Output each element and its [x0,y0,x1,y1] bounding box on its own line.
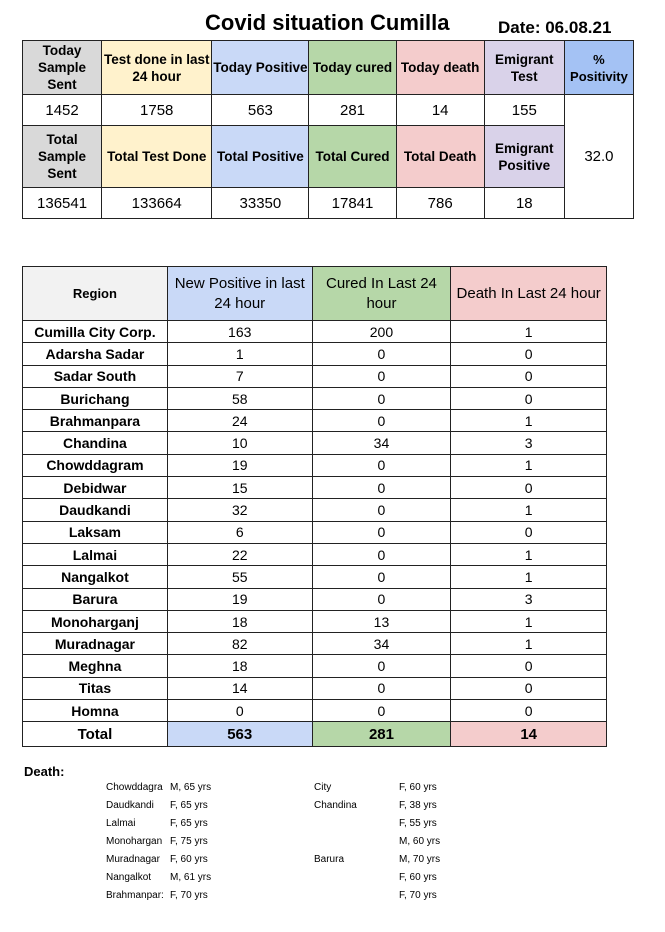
death-cell: 3 [451,588,607,610]
cured-cell: 0 [312,499,451,521]
test-done-24h-value: 1758 [102,95,212,126]
cured-cell: 0 [312,677,451,699]
new-positive-cell: 19 [167,454,312,476]
region-name: Monoharganj [23,610,168,632]
region-name: Meghna [23,655,168,677]
death-cell: 1 [451,566,607,588]
region-name: Laksam [23,521,168,543]
death-cell: 0 [451,343,607,365]
death-cell: 0 [451,387,607,409]
region-table [22,266,607,747]
cured-cell: 0 [312,566,451,588]
death-entry-place: Chandina [314,800,357,811]
death-entry-place: Brahmanpar: [106,890,164,901]
death-entry-info: F, 60 yrs [399,872,437,883]
emigrant-test-header: Emigrant Test [484,41,564,95]
death-entry-place: Lalmai [106,818,136,829]
death-cell: 1 [451,454,607,476]
total-positive-value: 33350 [212,188,309,219]
new-positive-cell: 18 [167,610,312,632]
new-positive-cell: 1 [167,343,312,365]
cured-cell: 0 [312,387,451,409]
new-positive-cell: 0 [167,700,312,722]
cured-cell: 0 [312,410,451,432]
death-entry-info: M, 65 yrs [170,782,212,793]
total-test-done-header: Total Test Done [102,126,212,188]
death-entry-info: F, 65 yrs [170,818,208,829]
total-sample-sent-value: 136541 [23,188,102,219]
cured-cell: 0 [312,343,451,365]
new-positive-cell: 22 [167,543,312,565]
today-death-header: Today death [396,41,484,95]
cured-cell: 0 [312,365,451,387]
page-title: Covid situation Cumilla [205,10,450,35]
death-cell: 0 [451,677,607,699]
emigrant-positive-value: 18 [484,188,564,219]
total-death: 14 [451,722,607,747]
death-cell: 0 [451,365,607,387]
table-row [23,588,607,610]
table-row [23,410,607,432]
death-entry-place: Muradnagar [106,854,160,865]
table-row [23,655,607,677]
today-positive-value: 563 [212,95,309,126]
death-cell: 1 [451,410,607,432]
table-row [23,543,607,565]
total-death-value: 786 [396,188,484,219]
cured-cell: 200 [312,321,451,343]
death-entry-info: F, 65 yrs [170,800,208,811]
new-positive-header: New Positive in last 24 hour [167,267,312,321]
region-name: Chandina [23,432,168,454]
emigrant-positive-header: Emigrant Positive [484,126,564,188]
today-sample-sent-header: Today Sample Sent [23,41,102,95]
total-row [23,722,607,747]
new-positive-cell: 19 [167,588,312,610]
total-cured: 281 [312,722,451,747]
region-header: Region [23,267,168,321]
table-row [23,477,607,499]
death-cell: 3 [451,432,607,454]
region-name: Barura [23,588,168,610]
cured-cell: 34 [312,633,451,655]
death-entry-info: F, 38 yrs [399,800,437,811]
death-cell: 1 [451,543,607,565]
emigrant-test-value: 155 [484,95,564,126]
report-date: Date: 06.08.21 [498,18,612,37]
new-positive-cell: 24 [167,410,312,432]
death-cell: 0 [451,521,607,543]
table-row [23,677,607,699]
cured-cell: 0 [312,521,451,543]
table-row [23,610,607,632]
table-row [23,700,607,722]
cured-cell: 34 [312,432,451,454]
death-entry-info: M, 70 yrs [399,854,441,865]
table-row [23,499,607,521]
death-entry-place: Daudkandi [106,800,154,811]
table-row [23,343,607,365]
death-cell: 0 [451,700,607,722]
death-entry-info: F, 70 yrs [170,890,208,901]
death-entry-info: M, 61 yrs [170,872,212,883]
region-name: Sadar South [23,365,168,387]
cured-cell: 0 [312,655,451,677]
region-name: Nangalkot [23,566,168,588]
death-entry-info: M, 60 yrs [399,836,441,847]
death-entry-place: Nangalkot [106,872,152,883]
total-test-done-value: 133664 [102,188,212,219]
cured-cell: 0 [312,588,451,610]
cured-cell: 0 [312,700,451,722]
death-list-title: Death: [24,764,65,779]
today-cured-header: Today cured [309,41,396,95]
region-name: Chowddagram [23,454,168,476]
region-name: Muradnagar [23,633,168,655]
region-name: Cumilla City Corp. [23,321,168,343]
region-name: Adarsha Sadar [23,343,168,365]
cured-header: Cured In Last 24 hour [312,267,451,321]
region-name: Lalmai [23,543,168,565]
region-name: Titas [23,677,168,699]
table-row [23,365,607,387]
total-positive-header: Total Positive [212,126,309,188]
death-entry-place: Barura [314,854,345,865]
summary-table [22,40,634,219]
death-entry-place: Chowddagra [106,782,163,793]
table-row [23,633,607,655]
cured-cell: 0 [312,543,451,565]
region-name: Brahmanpara [23,410,168,432]
total-death-header: Total Death [396,126,484,188]
death-cell: 1 [451,321,607,343]
total-label: Total [23,722,168,747]
new-positive-cell: 82 [167,633,312,655]
death-cell: 1 [451,610,607,632]
today-positive-header: Today Positive [212,41,309,95]
new-positive-cell: 7 [167,365,312,387]
death-cell: 0 [451,655,607,677]
today-sample-sent-value: 1452 [23,95,102,126]
total-positive: 563 [167,722,312,747]
new-positive-cell: 18 [167,655,312,677]
table-row [23,387,607,409]
death-cell: 1 [451,499,607,521]
total-cured-value: 17841 [309,188,396,219]
new-positive-cell: 14 [167,677,312,699]
new-positive-cell: 32 [167,499,312,521]
positivity-value: 32.0 [564,95,633,219]
death-header: Death In Last 24 hour [451,267,607,321]
new-positive-cell: 58 [167,387,312,409]
table-row [23,566,607,588]
new-positive-cell: 163 [167,321,312,343]
death-entry-info: F, 75 yrs [170,836,208,847]
region-name: Debidwar [23,477,168,499]
cured-cell: 13 [312,610,451,632]
new-positive-cell: 15 [167,477,312,499]
total-sample-sent-header: Total Sample Sent [23,126,102,188]
cured-cell: 0 [312,477,451,499]
region-name: Daudkandi [23,499,168,521]
death-cell: 1 [451,633,607,655]
region-name: Burichang [23,387,168,409]
table-row [23,432,607,454]
death-entry-info: F, 60 yrs [170,854,208,865]
today-death-value: 14 [396,95,484,126]
test-done-24h-header: Test done in last 24 hour [102,41,212,95]
cured-cell: 0 [312,454,451,476]
table-row [23,321,607,343]
death-entry-info: F, 55 yrs [399,818,437,829]
new-positive-cell: 10 [167,432,312,454]
death-entry-place: Monohargan [106,836,163,847]
total-cured-header: Total Cured [309,126,396,188]
today-cured-value: 281 [309,95,396,126]
new-positive-cell: 6 [167,521,312,543]
death-entry-place: City [314,782,332,793]
positivity-header: % Positivity [564,41,633,95]
death-entry-info: F, 60 yrs [399,782,437,793]
table-row [23,454,607,476]
death-cell: 0 [451,477,607,499]
death-entry-info: F, 70 yrs [399,890,437,901]
new-positive-cell: 55 [167,566,312,588]
region-name: Homna [23,700,168,722]
table-row [23,521,607,543]
